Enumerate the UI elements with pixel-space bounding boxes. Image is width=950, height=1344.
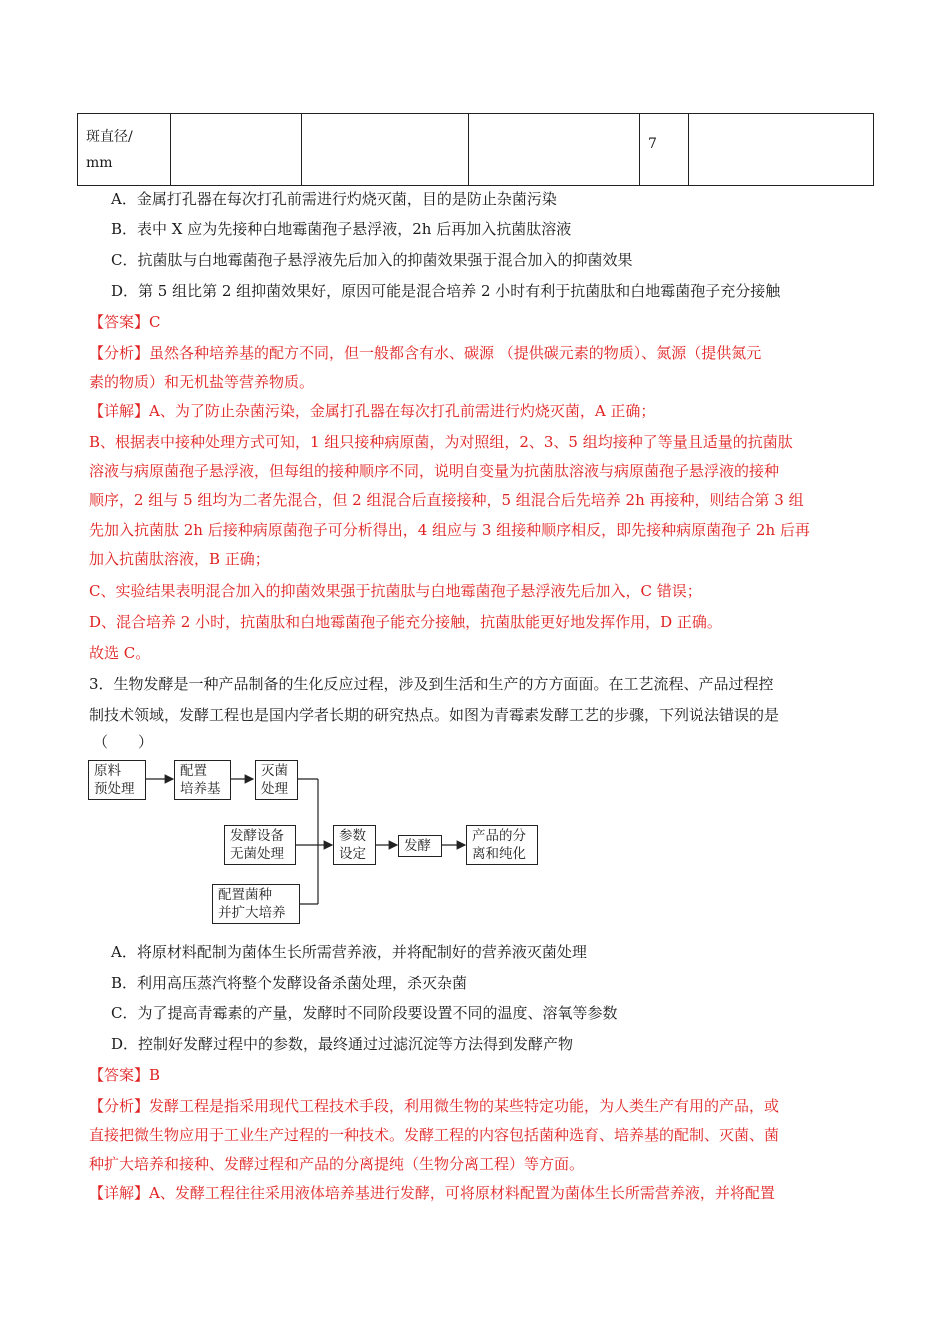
flow-box-parameter <box>333 825 376 865</box>
table-cell: 7 <box>640 114 689 186</box>
q2-detail-line: 故选 C。 <box>89 644 151 662</box>
q2-option-b: B．表中 X 应为先接种白地霉菌孢子悬浮液，2h 后再加入抗菌肽溶液 <box>111 220 572 238</box>
table-cell-row-label <box>78 114 171 186</box>
q3-stem-line-2: 制技术领域，发酵工程也是国内学者长期的研究热点。如图为青霉素发酵工艺的步骤，下列说法错误的是 <box>89 706 780 724</box>
flow-label: 离和纯化 <box>472 846 526 862</box>
flow-box-strain <box>212 884 300 924</box>
flow-label: 发酵设备 <box>230 828 284 844</box>
flow-label: 产品的分 <box>472 828 526 844</box>
row-label-line-1: 斑直径/ <box>86 128 133 145</box>
flow-label: 处理 <box>261 781 288 797</box>
q3-stem-line-1: 3．生物发酵是一种产品制备的生化反应过程，涉及到生活和生产的方方面面。在工艺流程、产品过程控 <box>89 675 774 693</box>
q3-option-c: C．为了提高青霉素的产量，发酵时不同阶段要设置不同的温度、溶氧等参数 <box>111 1004 618 1022</box>
table-cell <box>302 114 469 186</box>
data-table-fragment <box>77 113 874 186</box>
q2-option-a: A．金属打孔器在每次打孔前需进行灼烧灭菌，目的是防止杂菌污染 <box>111 190 557 208</box>
table-cell <box>171 114 302 186</box>
flow-label: 预处理 <box>94 781 135 797</box>
flow-box-product <box>466 825 538 865</box>
q2-detail-line: D、混合培养 2 小时，抗菌肽和白地霉菌孢子能充分接触，抗菌肽能更好地发挥作用，D 正确。 <box>89 613 722 631</box>
q2-detail-line: 顺序，2 组与 5 组均为二者先混合，但 2 组混合后直接接种，5 组混合后先培养 2h 再接种，则结合第 3 组 <box>89 491 804 509</box>
q2-detail-line: C、实验结果表明混合加入的抑菌效果强于抗菌肽与白地霉菌孢子悬浮液先后加入，C 错误； <box>89 582 702 600</box>
flow-label: 参数 <box>339 828 366 844</box>
q2-analysis-line-1: 【分析】虽然各种培养基的配方不同，但一般都含有水、碳源 （提供碳元素的物质）、氮源（提供氮元 <box>89 344 762 362</box>
flow-label: 培养基 <box>180 781 221 797</box>
flow-label: 发酵 <box>404 838 431 854</box>
flow-box-raw-material <box>88 760 146 800</box>
q3-analysis-line: 种扩大培养和接种、发酵过程和产品的分离提纯（生物分离工程）等方面。 <box>89 1155 585 1173</box>
q3-analysis-line: 【分析】发酵工程是指采用现代工程技术手段，利用微生物的某些特定功能，为人类生产有用的产品，或 <box>89 1097 780 1115</box>
q3-detail-line-1: 【详解】A、发酵工程往往采用液体培养基进行发酵，可将原材料配置为菌体生长所需营养液，并将配置 <box>89 1184 775 1202</box>
row-label-line-2: mm <box>86 154 113 171</box>
q2-detail-line: 先加入抗菌肽 2h 后接种病原菌孢子可分析得出，4 组应与 3 组接种顺序相反，即先接种病原菌孢子 2h 后再 <box>89 521 810 539</box>
flow-label: 配置菌种 <box>218 887 272 903</box>
table-row <box>78 114 874 186</box>
q3-stem-line-3: （ ） <box>93 733 154 751</box>
flow-label: 无菌处理 <box>230 846 284 862</box>
flow-box-sterilize <box>255 760 298 800</box>
q2-option-c: C．抗菌肽与白地霉菌孢子悬浮液先后加入的抑菌效果强于混合加入的抑菌效果 <box>111 251 633 269</box>
flow-label: 灭菌 <box>261 763 288 779</box>
flow-box-ferment <box>398 835 442 857</box>
table-cell <box>689 114 874 186</box>
q2-detail-line: 【详解】A、为了防止杂菌污染，金属打孔器在每次打孔前需进行灼烧灭菌，A 正确； <box>89 402 656 420</box>
flow-label: 并扩大培养 <box>218 905 286 921</box>
q2-detail-line: 溶液与病原菌孢子悬浮液，但每组的接种顺序不同，说明自变量为抗菌肽溶液与病原菌孢子悬浮液的接种 <box>89 462 780 480</box>
flow-box-medium <box>174 760 231 800</box>
q2-detail-line: B、根据表中接种处理方式可知，1 组只接种病原菌，为对照组，2、3、5 组均接种了等量且适量的抗菌肽 <box>89 433 793 451</box>
q3-analysis-line: 直接把微生物应用于工业生产过程的一种技术。发酵工程的内容包括菌种选育、培养基的配制、灭菌、菌 <box>89 1126 780 1144</box>
table-cell <box>469 114 640 186</box>
flow-label: 设定 <box>339 846 366 862</box>
q2-detail-line: 加入抗菌肽溶液，B 正确； <box>89 550 270 568</box>
flow-label: 配置 <box>180 763 207 779</box>
flow-label: 原料 <box>94 763 121 779</box>
q3-option-d: D．控制好发酵过程中的参数，最终通过过滤沉淀等方法得到发酵产物 <box>111 1035 574 1053</box>
q2-analysis-line-2: 素的物质）和无机盐等营养物质。 <box>89 373 315 391</box>
q2-answer: 【答案】C <box>89 313 161 331</box>
q3-option-a: A．将原材料配制为菌体生长所需营养液，并将配制好的营养液灭菌处理 <box>111 943 587 961</box>
q2-option-d: D．第 5 组比第 2 组抑菌效果好，原因可能是混合培养 2 小时有利于抗菌肽和白地霉菌孢子充分接触 <box>111 282 781 300</box>
q3-answer: 【答案】B <box>89 1066 161 1084</box>
flow-box-equipment <box>224 825 296 865</box>
q3-option-b: B．利用高压蒸汽将整个发酵设备杀菌处理，杀灭杂菌 <box>111 974 468 992</box>
fermentation-flowchart <box>86 759 546 927</box>
